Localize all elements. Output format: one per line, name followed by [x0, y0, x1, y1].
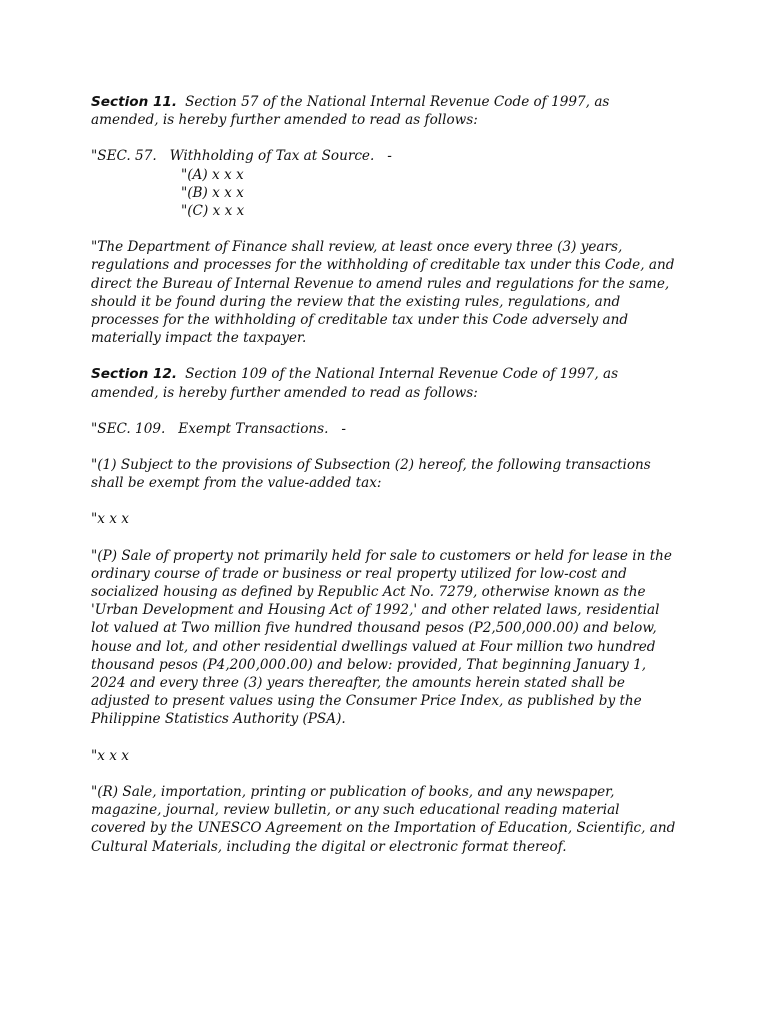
- section-12-intro: [91, 365, 678, 401]
- sec-57-heading: "SEC. 57. Withholding of Tax at Source. -: [91, 148, 392, 165]
- section-11-intro-text: Section 57 of the National Internal Revenue Code of 1997, as amended, is hereby further amended to read as follows:: [91, 94, 610, 129]
- sec-57-body-paragraph: "The Department of Finance shall review, at least once every three (3) years, regulations and processes for the withholding of creditable tax under this Code, and direct the Bureau of Internal Revenue to amend rules and regulations for the same, should it be found during the review that the existing rules, regulations, and processes for the withholding of creditable tax under this Code adversely and materially impact the taxpayer.: [91, 239, 675, 347]
- section-11-intro: [91, 93, 678, 129]
- sec-109-xxx-2: "x x x: [91, 747, 129, 764]
- sec-109-subsection-1: "(1) Subject to the provisions of Subsection (2) hereof, the following transactions shall be exempt from the value-added tax:: [91, 457, 651, 492]
- sec-57-item-c: "(C) x x x: [181, 203, 245, 220]
- section-11-label: Section 11.: [91, 94, 178, 110]
- sec-109-item-p: "(P) Sale of property not primarily held for sale to customers or held for lease in the ordinary course of trade or business or real property utilized for low-cost and socialized housing as defined by Republic Act No. 7279, otherwise known as the 'Urban Development and Housing Act of 1992,' and other related laws, residential lot valued at Two million five hundred thousand pesos (P2,500,000.00) and below, house and lot, and other residential dwellings valued at Four million two hundred thousand pesos (P4,200,000.00) and below: provided, That beginning January 1, 2024 and every three (3) years thereafter, the amounts herein stated shall be adjusted to present values using the Consumer Price Index, as published by the Philippine Statistics Authority (PSA).: [91, 547, 672, 728]
- sec-57-item-a: "(A) x x x: [181, 166, 244, 183]
- sec-109-item-r: "(R) Sale, importation, printing or publication of books, and any newspaper, magazine, journal, review bulletin, or any such educational reading material covered by the UNESCO Agreement on the Importation of Education, Scientific, and Cultural Materials, including the digital or electronic format thereof.: [91, 783, 676, 855]
- sec-109-heading: "SEC. 109. Exempt Transactions. -: [91, 420, 347, 437]
- sec-109-xxx-1: "x x x: [91, 511, 129, 528]
- section-12-intro-text: Section 109 of the National Internal Revenue Code of 1997, as amended, is hereby further amended to read as follows:: [91, 366, 619, 401]
- sec-57-item-b: "(B) x x x: [181, 184, 244, 201]
- section-12-label: Section 12.: [91, 366, 178, 383]
